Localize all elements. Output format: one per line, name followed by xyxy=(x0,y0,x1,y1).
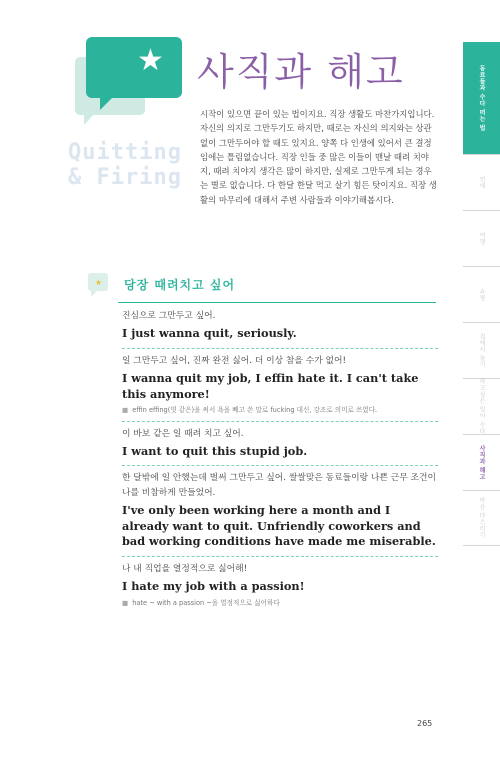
english-sentence: I just wanna quit, seriously. xyxy=(122,326,297,340)
note-text: effin effing(엿 같은)을 써서 욕을 빼고 쓴 말로 fucking 대신, 강조로 의미로 쓰였다. xyxy=(132,406,378,414)
tab-label: 사직과 해고 xyxy=(478,444,485,481)
english-sentence: I hate my job with a passion! xyxy=(122,579,305,593)
note-bullet-icon: ■ xyxy=(122,598,129,607)
tab-chapter-1[interactable] xyxy=(463,42,500,154)
korean-sentence: 진심으로 그만두고 싶어. xyxy=(122,311,216,321)
tab-chapter-6[interactable] xyxy=(463,378,500,434)
tab-label: 여행 xyxy=(478,232,485,245)
section-star-icon: ★ xyxy=(95,278,103,287)
speech-bubble-icon xyxy=(86,37,182,98)
note-bullet-icon: ■ xyxy=(122,406,129,414)
decor-line-1: Quitting xyxy=(68,140,182,165)
chapter-tabs xyxy=(463,0,500,765)
tab-chapter-8[interactable] xyxy=(463,490,500,546)
korean-sentence: 이 바보 같은 일 때려 치고 싶어. xyxy=(122,429,244,439)
english-sentence: I wanna quit my job, I effin hate it. I can't take this anymore! xyxy=(122,371,419,401)
entry-divider xyxy=(122,465,438,466)
intro-paragraph: 시작이 있으면 끝이 있는 법이지요. 직장 생활도 마찬가지입니다. 자신의 의지로 그만두기도 하지만, 때로는 자신의 의지와는 상관없이 그만두어야 할 때도 있지요. 양쪽 다 인생에 있어서 큰 결정임에는 틀림없습니다. 직장 인들 중 많은 이들이 맨날 때려 치야지, 때려 치야지 생각은 많이 하지만, 실제로 그만두게 되는 경우는 별로 없습니다. 다 한달 한달 먹고 살기 힘든 탓이지요. 직장 생활의 마무리에 대해서 주변 사람들과 이야기해봅시다. xyxy=(200,109,437,205)
korean-sentence: 나 내 직업을 열정적으로 싫어해! xyxy=(122,564,248,574)
entry-divider xyxy=(122,348,438,349)
tab-chapter-5[interactable] xyxy=(463,322,500,378)
section-rule xyxy=(118,302,436,303)
vocab-note xyxy=(122,405,438,415)
tab-label: 하고싶은 일이 수다 xyxy=(478,378,485,435)
phrase-entry xyxy=(122,354,438,415)
phrase-entry xyxy=(122,471,438,550)
tab-chapter-3[interactable] xyxy=(463,210,500,266)
star-icon: ★ xyxy=(137,43,164,78)
tab-chapter-4[interactable] xyxy=(463,266,500,322)
tab-chapter-7[interactable] xyxy=(463,434,500,490)
page-number: 265 xyxy=(417,719,433,728)
korean-sentence: 일 그만두고 싶어, 진짜 완전 싫어. 더 이상 참을 수가 없어! xyxy=(122,356,347,366)
english-sentence: I want to quit this stupid job. xyxy=(122,444,308,458)
speech-bubble-back-tail xyxy=(84,113,95,125)
entry-divider xyxy=(122,421,438,422)
phrase-entry xyxy=(122,309,438,342)
tab-label: 마음 다스리기 xyxy=(478,497,485,539)
decor-line-2: & Firing xyxy=(68,165,182,190)
tab-label: 동료들과 수다 떠는 법 xyxy=(478,64,485,132)
page-title: 사직과 해고 xyxy=(197,50,405,94)
phrase-entry xyxy=(122,427,438,460)
tab-label: 집에서 놀기 xyxy=(478,333,485,368)
korean-sentence: 한 달밖에 일 안했는데 벌써 그만두고 싶어. 쌀쌀맞은 동료들이랑 나쁜 근무 조건이 나를 비참하게 만들었어. xyxy=(122,473,436,498)
vocab-note xyxy=(122,598,438,608)
phrase-entry xyxy=(122,562,438,608)
section-title: 당장 때려치고 싶어 xyxy=(124,278,236,292)
speech-bubble-tail xyxy=(100,96,114,110)
section-bubble-tail xyxy=(91,290,98,297)
note-text: hate ~ with a passion ~을 열정적으로 싫어하다 xyxy=(132,598,280,607)
english-sentence: I've only been working here a month and I already want to quit. Unfriendly coworkers and bad working conditions have made me miserable. xyxy=(122,503,436,548)
tab-label: 쇼핑 xyxy=(478,288,485,301)
entry-divider xyxy=(122,556,438,557)
tab-label: 연애 xyxy=(478,176,485,189)
tab-chapter-2[interactable] xyxy=(463,154,500,210)
decor-title xyxy=(68,140,182,190)
